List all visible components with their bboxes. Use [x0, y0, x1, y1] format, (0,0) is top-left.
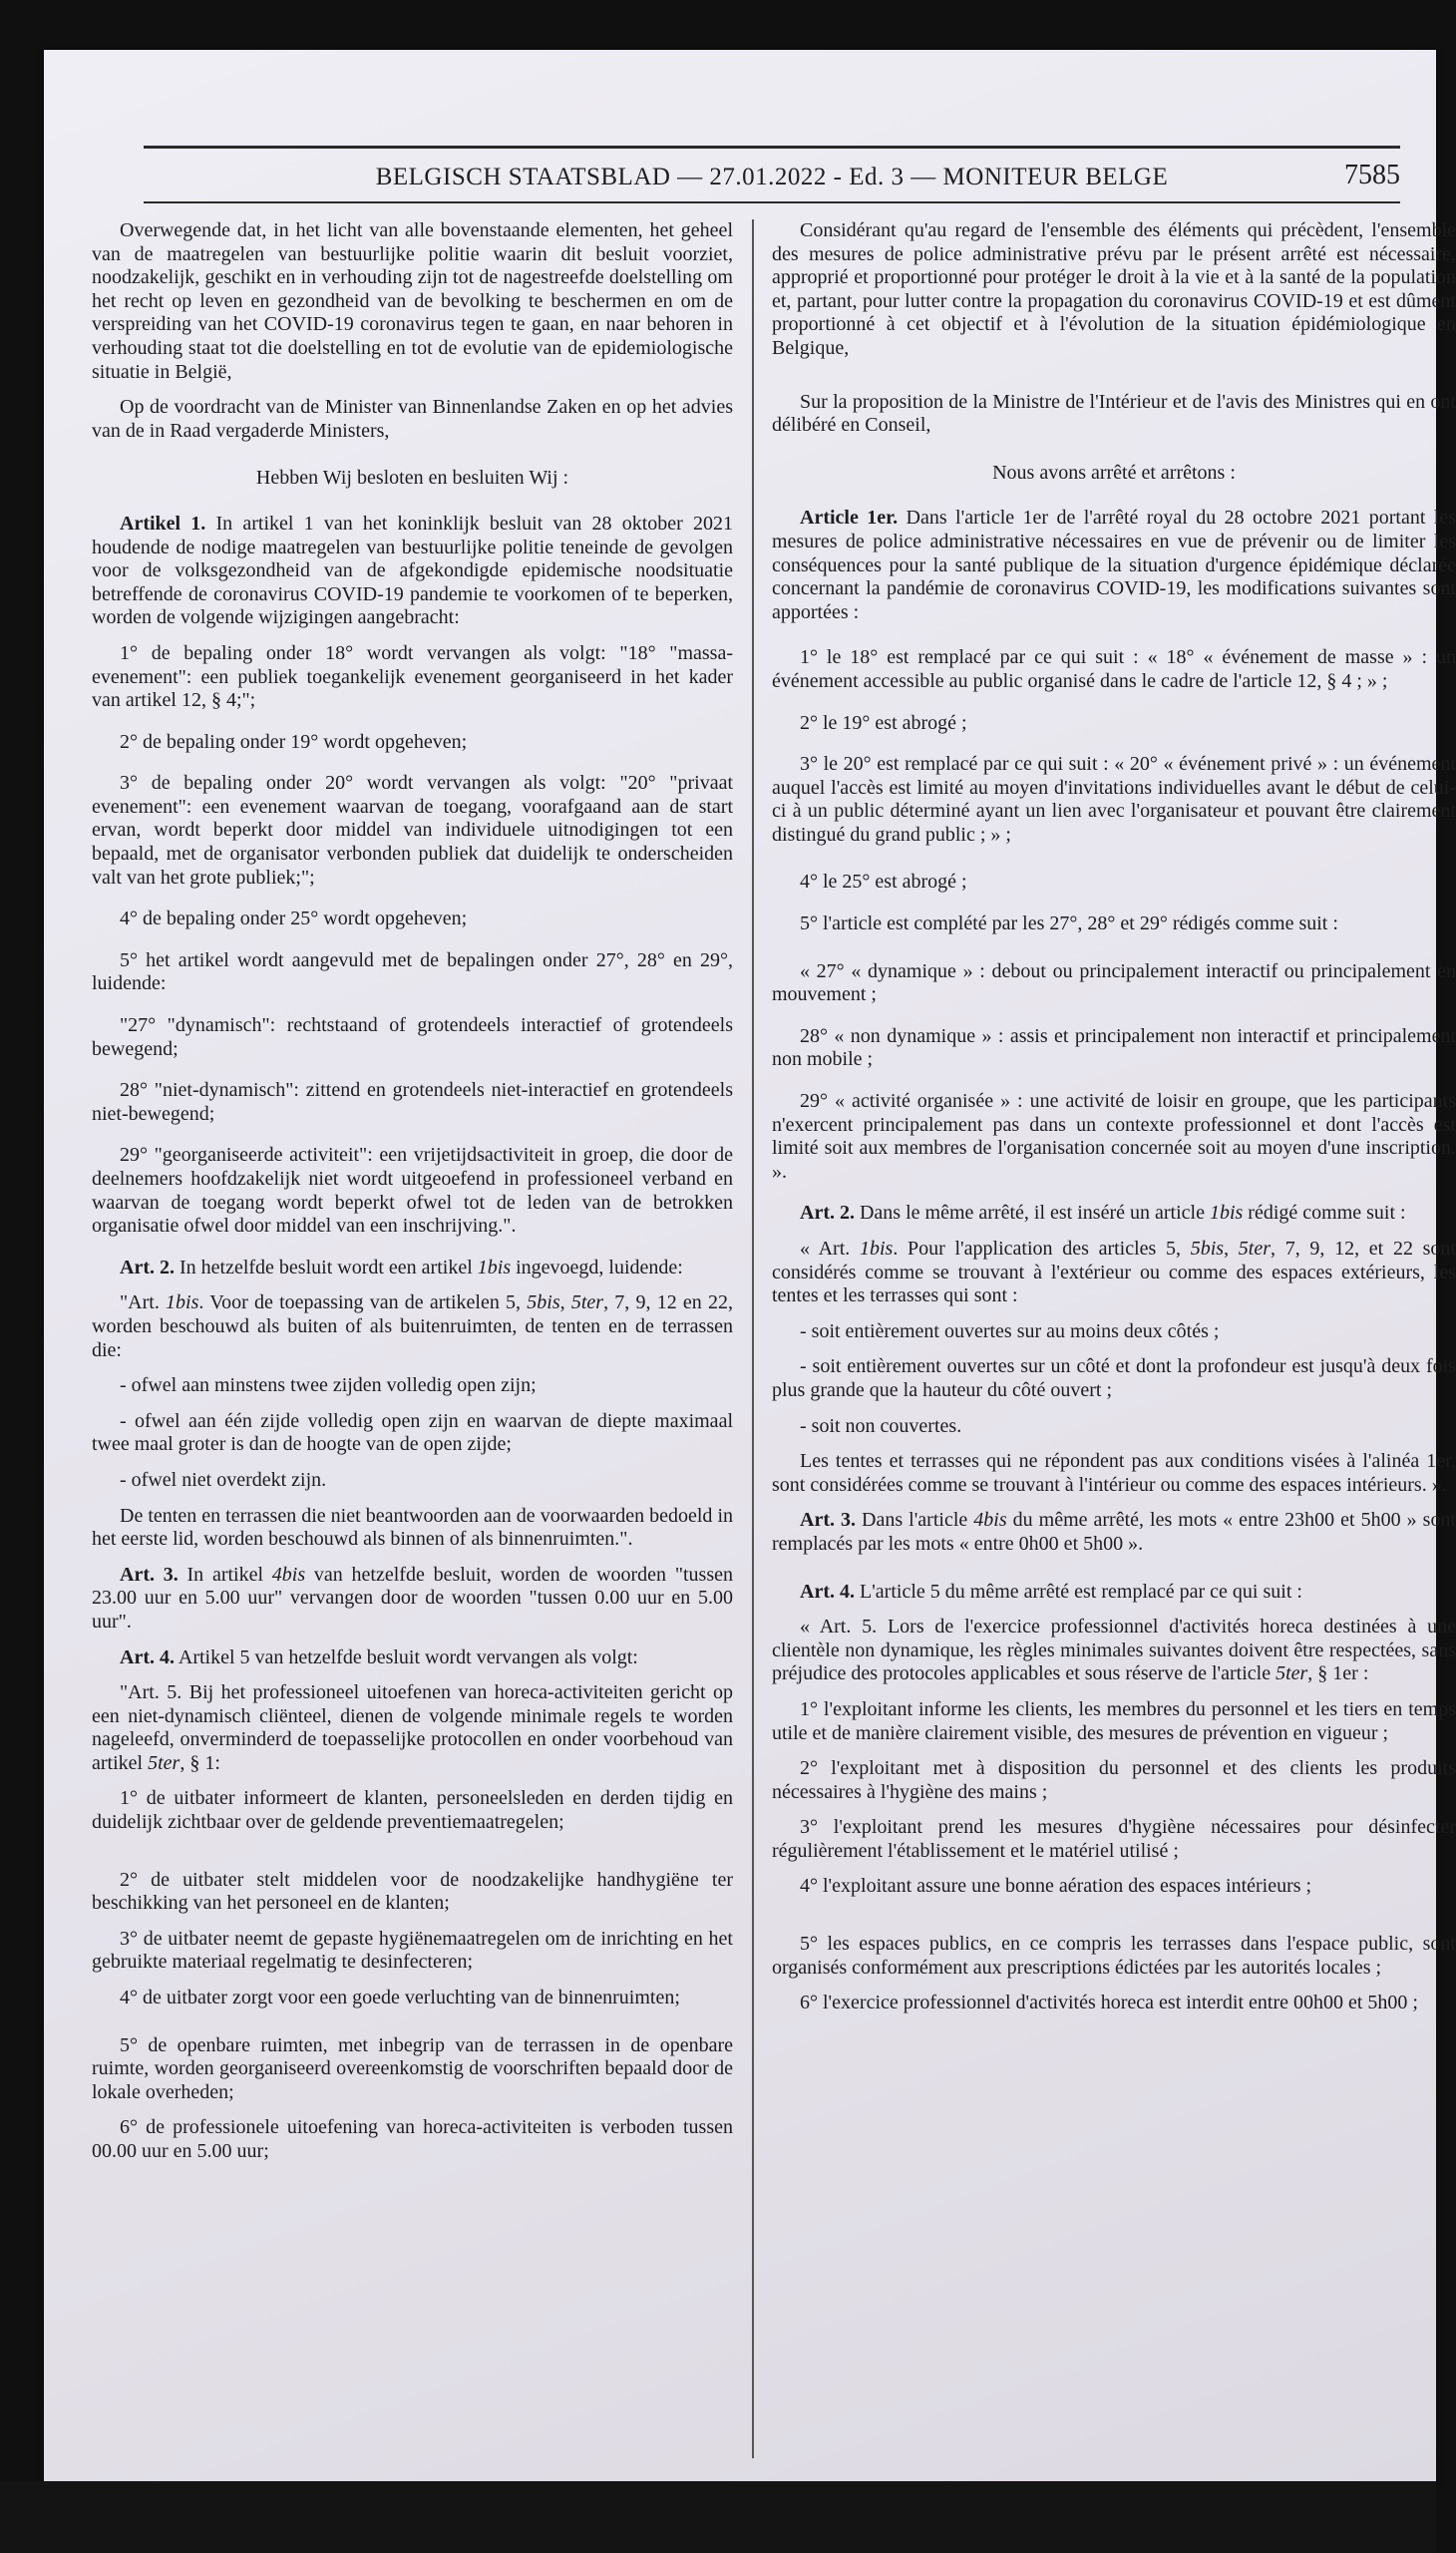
- nl-bullet-3: - ofwel niet overdekt zijn.: [120, 1468, 327, 1491]
- fr-article-1bis: « Art. 1bis. Pour l'application des articles 5, 5bis, 5ter, 7, 9, 12, et 22 sont considérés comme se trouvant à l'extérieur ou comme des espaces extérieurs, les tentes et les terrasses qui sont :: [772, 1238, 1456, 1307]
- fr-tents-paragraph: Les tentes et terrasses qui ne répondent pas aux conditions visées à l'alinéa 1er, sont considérées comme se trouvant à l'intérieur ou comme des espaces intérieurs. ».: [772, 1450, 1456, 1496]
- fr-item-2: 2° le 19° est abrogé ;: [800, 711, 967, 734]
- nl-article-2-label: Art. 2.: [120, 1256, 175, 1278]
- fr-bullet-1: - soit entièrement ouvertes sur au moins deux côtés ;: [800, 1319, 1220, 1342]
- fr-item-1: 1° le 18° est remplacé par ce qui suit : « 18° « événement de masse » : un événement accessible au public organisé dans le cadre de l'article 12, § 4 ; » ;: [772, 646, 1456, 692]
- nl-definition-28: 28° "niet-dynamisch": zittend en grotendeels niet-interactief en grotendeels niet-bewegend;: [92, 1079, 733, 1125]
- nl-horeca-5: 5° de openbare ruimten, met inbegrip van de terrassen in de openbare ruimte, worden georganiseerd overeenkomstig de voorschriften bepaald door de lokale overheden;: [92, 2033, 733, 2103]
- header-rule-bottom: [144, 201, 1400, 203]
- fr-definition-28: 28° « non dynamique » : assis et principalement non interactif et principalement non mobile ;: [772, 1024, 1456, 1071]
- fr-article-2-label: Art. 2.: [800, 1202, 855, 1225]
- fr-article-4-label: Art. 4.: [800, 1580, 855, 1603]
- fr-horeca-5: 5° les espaces publics, en ce compris les terrasses dans l'espace public, sont organisés conformément aux prescriptions édictées par les autorités locales ;: [772, 1933, 1456, 1979]
- fr-horeca-6: 6° l'exercice professionnel d'activités horeca est interdit entre 00h00 et 5h00 ;: [800, 1992, 1418, 2014]
- nl-article-1bis: "Art. 1bis. Voor de toepassing van de artikelen 5, 5bis, 5ter, 7, 9, 12 en 22, worden beschouwd als buiten of als buitenruimten, de tenten en de terrassen die:: [92, 1291, 733, 1361]
- nl-proposal: Op de voordracht van de Minister van Binnenlandse Zaken en op het advies van de in Raad vergaderde Ministers,: [92, 396, 733, 442]
- nl-item-4: 4° de bepaling onder 25° wordt opgeheven;: [120, 908, 468, 930]
- nl-horeca-6: 6° de professionele uitoefening van horeca-activiteiten is verboden tussen 00.00 uur en 5.00 uur;: [92, 2116, 733, 2162]
- nl-article-4-label: Art. 4.: [120, 1645, 175, 1668]
- nl-article-3-label: Art. 3.: [120, 1563, 179, 1586]
- fr-article-4: Art. 4. L'article 5 du même arrêté est remplacé par ce qui suit :: [800, 1580, 1302, 1603]
- nl-decree-formula: Hebben Wij besloten en besluiten Wij :: [255, 467, 569, 490]
- fr-decree-formula: Nous avons arrêté et arrêtons :: [992, 461, 1236, 484]
- nl-article-2: Art. 2. In hetzelfde besluit wordt een artikel 1bis ingevoegd, luidende:: [120, 1256, 683, 1278]
- fr-article-5: « Art. 5. Lors de l'exercice professionnel d'activités horeca destinées à une clientèle non dynamique, les règles minimales suivantes doivent être respectées, sans préjudice des protocoles applicables et sous réserve de l'article 5ter, § 1er :: [772, 1616, 1456, 1685]
- nl-item-1: 1° de bepaling onder 18° wordt vervangen als volgt: "18° "massa-evenement": een publiek toegankelijk evenement georganiseerd in het kader van artikel 12, § 4;";: [92, 641, 733, 712]
- fr-article-1-label: Article 1er.: [800, 507, 899, 530]
- nl-horeca-2: 2° de uitbater stelt middelen voor de noodzakelijke handhygiëne ter beschikking van het personeel en de klanten;: [92, 1868, 733, 1915]
- header-rule-top: [144, 146, 1400, 149]
- nl-item-5: 5° het artikel wordt aangevuld met de bepalingen onder 27°, 28° en 29°, luidende:: [92, 948, 733, 995]
- nl-bullet-1: - ofwel aan minstens twee zijden volledig open zijn;: [120, 1374, 537, 1397]
- fr-definition-27: « 27° « dynamique » : debout ou principalement interactif ou principalement en mouvement ;: [772, 959, 1456, 1006]
- fr-horeca-1: 1° l'exploitant informe les clients, les membres du personnel et les tiers en temps utile et de manière clairement visible, des mesures de prévention en vigueur ;: [772, 1697, 1456, 1744]
- nl-article-1: Artikel 1. In artikel 1 van het koninklijk besluit van 28 oktober 2021 houdende de nodige maatregelen van bestuurlijke politie teneinde de gevolgen voor de volksgezondheid van de afgekondigde epidemische noodsituatie betreffende de coronavirus COVID-19 pandemie te voorkomen of te beperken, worden de volgende wijzigingen aangebracht:: [92, 512, 734, 629]
- nl-considerans: Overwegende dat, in het licht van alle bovenstaande elementen, het geheel van de maatregelen van bestuurlijke politie waarin dit besluit voorziet, noodzakelijk, geschikt en in verhouding zijn tot de nagestreefde doelstelling om het recht op leven en gezondheid van de bevolking te beschermen en om de verspreiding van het COVID-19 coronavirus tegen te gaan, en naar behoren in verhouding staat tot die doelstelling en tot de evolutie van de epidemiologische situatie in België,: [92, 219, 733, 383]
- fr-definition-29: 29° « activité organisée » : une activité de loisir en groupe, que les participants n'exercent principalement pas dans un contexte professionnel et dont l'accès est limité soit aux membres de l'organisation concernée soit au moyen d'une inscription. ».: [772, 1090, 1456, 1183]
- nl-horeca-4: 4° de uitbater zorgt voor een goede verluchting van de binnenruimten;: [120, 1987, 680, 2009]
- nl-tents-paragraph: De tenten en terrassen die niet beantwoorden aan de voorwaarden bedoeld in het eerste lid, worden beschouwd als binnen of als binnenruimten.".: [92, 1504, 733, 1551]
- nl-article-3: Art. 3. In artikel 4bis van hetzelfde besluit, worden de woorden "tussen 23.00 uur en 5.00 uur" vervangen door de woorden "tussen 0.00 uur en 5.00 uur".: [92, 1563, 733, 1633]
- fr-proposal: Sur la proposition de la Ministre de l'Intérieur et de l'avis des Ministres qui en ont délibéré en Conseil,: [772, 390, 1456, 437]
- nl-horeca-3: 3° de uitbater neemt de gepaste hygiënemaatregelen om de inrichting en het gebruikte materiaal regelmatig te desinfecteren;: [92, 1927, 733, 1974]
- fr-bullet-3: - soit non couvertes.: [800, 1414, 962, 1437]
- fr-bullet-2: - soit entièrement ouvertes sur un côté et dont la profondeur est jusqu'à deux fois plus grande que la hauteur du côté ouvert ;: [772, 1355, 1456, 1401]
- nl-bullet-2: - ofwel aan één zijde volledig open zijn en waarvan de diepte maximaal twee maal groter is dan de hoogte van de open zijde;: [92, 1409, 733, 1456]
- fr-article-3-label: Art. 3.: [800, 1509, 856, 1532]
- fr-horeca-4: 4° l'exploitant assure une bonne aération des espaces intérieurs ;: [800, 1875, 1312, 1898]
- french-column: [772, 219, 1456, 2463]
- gazette-page: [44, 50, 1456, 2483]
- nl-item-2: 2° de bepaling onder 19° wordt opgeheven;: [120, 730, 468, 753]
- nl-definition-29: 29° "georganiseerde activiteit": een vrijetijdsactiviteit in groep, die door de deelnemers hoofdzakelijk niet wordt uitgeoefend in professioneel verband en waarvan de toegang wordt beperkt ofwel tot de leden van de betrokken organisatie ofwel door middel van een inschrijving.".: [92, 1144, 733, 1238]
- page-number: 7585: [1344, 160, 1400, 190]
- nl-horeca-1: 1° de uitbater informeert de klanten, personeelsleden en derden tijdig en duidelijk zichtbaar over de geldende preventiemaatregelen;: [92, 1787, 733, 1834]
- fr-article-2: Art. 2. Dans le même arrêté, il est inséré un article 1bis rédigé comme suit :: [800, 1202, 1406, 1225]
- fr-article-3: Art. 3. Dans l'article 4bis du même arrêté, les mots « entre 23h00 et 5h00 » sont remplacés par les mots « entre 0h00 et 5h00 ».: [772, 1509, 1456, 1555]
- fr-item-4: 4° le 25° est abrogé ;: [800, 871, 967, 894]
- dutch-column: [92, 219, 733, 2463]
- fr-horeca-2: 2° l'exploitant met à disposition du personnel et des clients les produits nécessaires à l'hygiène des mains ;: [772, 1757, 1456, 1803]
- fr-horeca-3: 3° l'exploitant prend les mesures d'hygiène nécessaires pour désinfecter régulièrement l'établissement et le matériel utilisé ;: [772, 1816, 1456, 1862]
- nl-article-1-label: Artikel 1.: [120, 512, 206, 535]
- running-title: BELGISCH STAATSBLAD — 27.01.2022 - Ed. 3 — MONITEUR BELGE: [375, 164, 1169, 190]
- nl-article-4: Art. 4. Artikel 5 van hetzelfde besluit wordt vervangen als volgt:: [120, 1645, 638, 1668]
- fr-item-5: 5° l'article est complété par les 27°, 28° et 29° rédigés comme suit :: [800, 912, 1338, 935]
- fr-article-1: Article 1er. Dans l'article 1er de l'arrêté royal du 28 octobre 2021 portant les mesures de police administrative nécessaires en vue de prévenir ou de limiter les conséquences pour la santé publique de la situation d'urgence épidémique déclarée concernant la pandémie de coronavirus COVID-19, les modifications suivantes sont apportées :: [772, 507, 1456, 623]
- nl-article-5: "Art. 5. Bij het professioneel uitoefenen van horeca-activiteiten gericht op een niet-dynamisch cliënteel, dienen de volgende minimale regels te worden nageleefd, onverminderd de toepasselijke protocollen en onder voorbehoud van artikel 5ter, § 1:: [92, 1681, 733, 1774]
- running-head: [144, 156, 1400, 195]
- background-edge: [0, 2481, 1436, 2553]
- fr-item-3: 3° le 20° est remplacé par ce qui suit : « 20° « événement privé » : un événement auquel l'accès est limité au moyen d'invitations individuelles avant le début de celui-ci à un public déterminé ayant un lien avec l'organisateur et pouvant être clairement distingué du grand public ; » ;: [772, 753, 1456, 846]
- nl-item-3: 3° de bepaling onder 20° wordt vervangen als volgt: "20° "privaat evenement": een evenement waarvan de toegang, voorafgaand aan de start ervan, wordt beperkt door middel van individuele uitnodigingen tot een bepaald, met de organisator verbonden publiek dat duidelijk te onderscheiden valt van het grote publiek;";: [92, 772, 733, 889]
- column-divider: [752, 219, 754, 2458]
- nl-definition-27: "27° "dynamisch": rechtstaand of grotendeels interactief of grotendeels bewegend;: [92, 1014, 733, 1060]
- fr-considerans: Considérant qu'au regard de l'ensemble des éléments qui précèdent, l'ensemble des mesures de police administrative prévu par le présent arrêté est nécessaire, approprié et proportionné pour protéger le droit à la vie et à la santé de la population et, partant, pour lutter contre la propagation du coronavirus COVID-19 et est dûment proportionné à cet objectif et à l'évolution de la situation épidémiologique en Belgique,: [772, 219, 1456, 359]
